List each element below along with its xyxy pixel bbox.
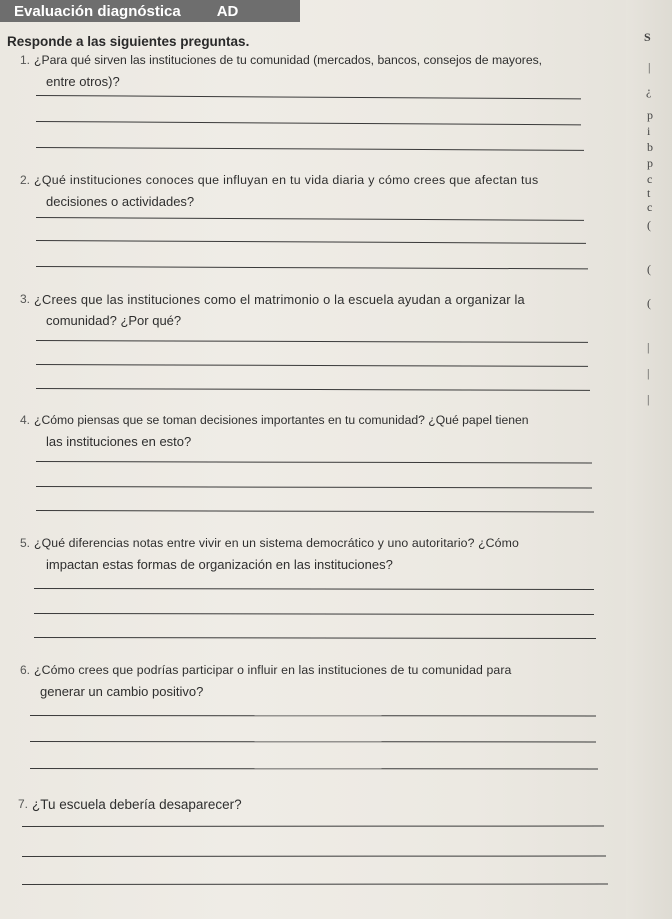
- spine-glyph: (: [647, 296, 651, 310]
- spine-glyph: c: [647, 172, 653, 186]
- question-number: 6.: [20, 663, 31, 677]
- spine-glyph: ¿: [646, 84, 652, 98]
- question-text-line1: ¿Qué diferencias notas entre vivir en un sistema democrático y uno autoritario? ¿Cómo: [34, 536, 519, 550]
- question-text-line2: comunidad? ¿Por qué?: [46, 313, 182, 328]
- question-text-line2: decisiones o actividades?: [46, 194, 195, 209]
- answer-line[interactable]: [36, 364, 588, 367]
- question-text-line2: impactan estas formas de organización en las instituciones?: [46, 557, 393, 572]
- question-text-line1: ¿Tu escuela debería desaparecer?: [32, 797, 242, 812]
- question-3: [20, 289, 594, 331]
- spine-glyph: (: [647, 218, 651, 232]
- question-number: 5.: [20, 536, 31, 550]
- question-text-line1: ¿Crees que las instituciones como el matrimonio o la escuela ayudan a organizar la: [34, 292, 525, 307]
- spine-glyph: p: [647, 108, 653, 122]
- section-badge: AD: [216, 2, 239, 20]
- question-text-line2: entre otros)?: [46, 74, 120, 89]
- question-number: 4.: [20, 413, 31, 427]
- question-number: 7.: [18, 797, 29, 811]
- answer-line[interactable]: [34, 613, 594, 615]
- answer-line[interactable]: [36, 388, 590, 391]
- spine-glyph: |: [648, 60, 651, 74]
- answer-line[interactable]: [30, 715, 596, 716]
- question-6: [20, 660, 594, 702]
- spine-glyph: (: [647, 262, 651, 276]
- spine-glyph: b: [647, 140, 653, 154]
- spine-glyph: t: [647, 186, 651, 200]
- answer-line[interactable]: [36, 266, 588, 269]
- answer-line[interactable]: [36, 510, 594, 512]
- answer-line[interactable]: [36, 217, 584, 221]
- spine-glyph: |: [647, 366, 650, 380]
- answer-line[interactable]: [36, 95, 581, 99]
- spine-glyph: p: [647, 156, 653, 170]
- spine-glyph: S: [644, 30, 651, 44]
- answer-line[interactable]: [34, 637, 596, 639]
- question-text-line1: ¿Cómo piensas que se toman decisiones importantes en tu comunidad? ¿Qué papel tienen: [34, 413, 529, 427]
- spine-glyph: i: [647, 124, 651, 138]
- question-text-line2: generar un cambio positivo?: [40, 684, 204, 699]
- adjacent-page-edge: [626, 0, 672, 919]
- header-bar: [0, 0, 300, 22]
- answer-line[interactable]: [36, 121, 581, 125]
- question-number: 1.: [20, 53, 31, 67]
- spine-glyph: |: [647, 392, 650, 406]
- answer-line[interactable]: [36, 486, 592, 488]
- answer-line[interactable]: [36, 461, 592, 463]
- question-7: [18, 794, 592, 815]
- instructions: Responde a las siguientes preguntas.: [7, 34, 250, 49]
- page-title: Evaluación diagnóstica: [14, 2, 181, 20]
- question-5: [20, 533, 594, 575]
- question-4: [20, 410, 594, 452]
- answer-line[interactable]: [36, 240, 586, 244]
- question-1: [20, 50, 594, 92]
- answer-line[interactable]: [30, 741, 596, 742]
- question-2: [20, 170, 594, 212]
- question-number: 2.: [20, 173, 31, 187]
- question-text-line2: las instituciones en esto?: [46, 434, 192, 449]
- answer-line[interactable]: [30, 768, 598, 769]
- question-text-line1: ¿Qué instituciones conoces que influyan en tu vida diaria y cómo crees que afectan tus: [34, 173, 539, 187]
- answer-line[interactable]: [22, 825, 604, 827]
- question-text-line1: ¿Cómo crees que podrías participar o influir en las instituciones de tu comunidad para: [34, 663, 512, 677]
- answer-line[interactable]: [22, 855, 606, 857]
- question-number: 3.: [20, 292, 31, 306]
- answer-line[interactable]: [36, 147, 584, 151]
- question-text-line1: ¿Para qué sirven las instituciones de tu comunidad (mercados, bancos, consejos de mayores,: [34, 53, 543, 67]
- spine-glyph: c: [647, 200, 653, 214]
- answer-line[interactable]: [36, 340, 588, 343]
- answer-line[interactable]: [34, 588, 594, 590]
- answer-line[interactable]: [22, 883, 608, 885]
- spine-glyph: |: [647, 340, 650, 354]
